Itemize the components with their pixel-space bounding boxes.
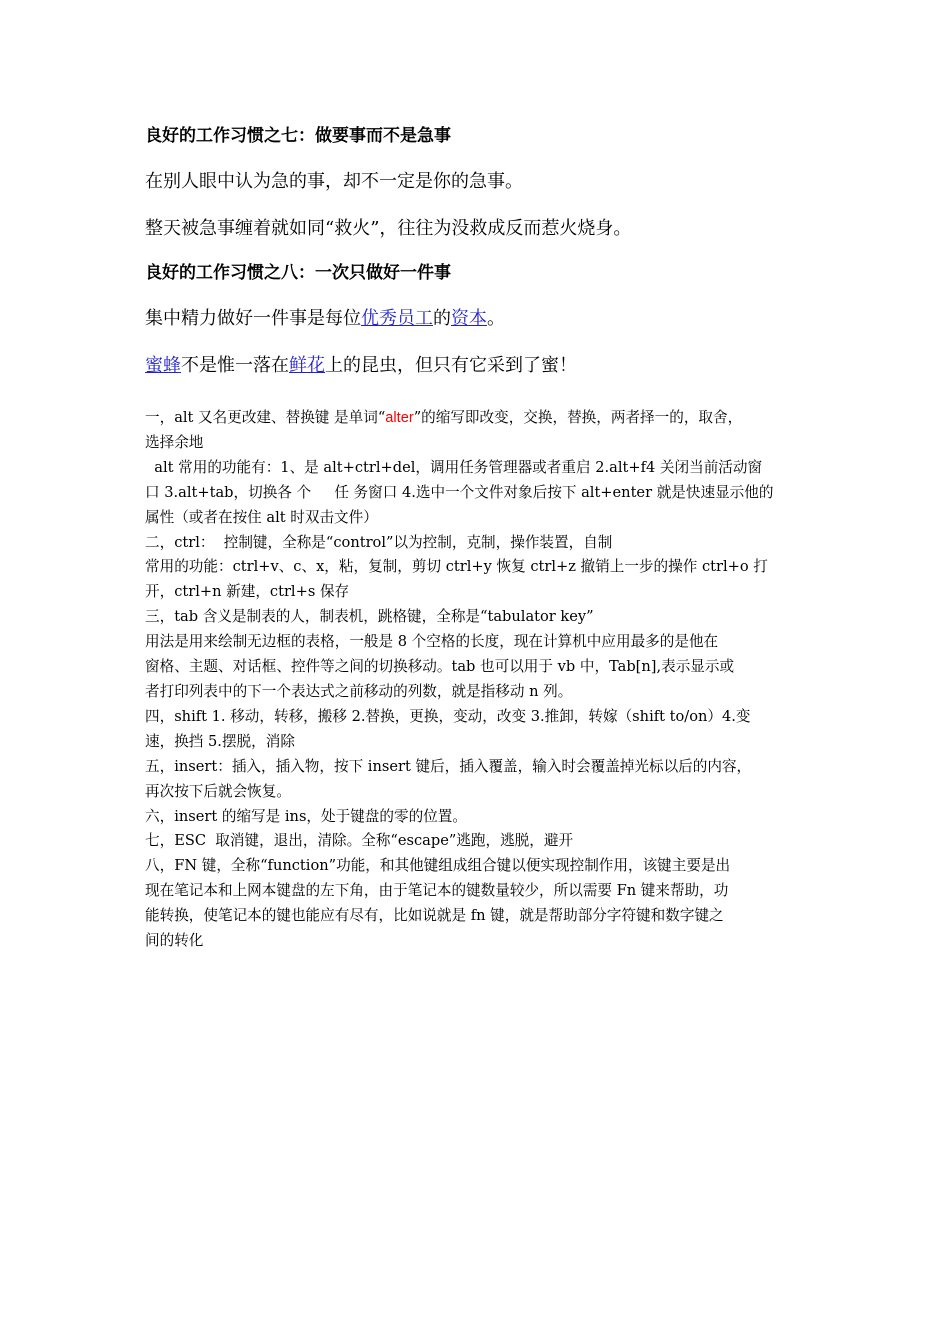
notes-line-10: 用法是用来绘制无边框的表格，一般是 8 个空格的长度，现在计算机中应用最多的是他在: [145, 633, 719, 651]
paragraph-urgent-1: 在别人眼中认为急的事，却不一定是你的急事。: [145, 171, 523, 192]
notes-line-22: 间的转化: [145, 932, 204, 950]
notes-line-20: 现在笔记本和上网本键盘的左下角，由于笔记本的键数量较少，所以需要 Fn 键来帮助，功: [145, 882, 729, 900]
bee-text-mid: 不是惟一落在: [181, 355, 289, 376]
notes-line-19: 八，FN 键，全称“function”功能，和其他键组成组合键以便实现控制作用，该键主要是出: [145, 857, 731, 875]
document-page: [145, 118, 817, 954]
paragraph-urgent-2: 整天被急事缠着就如同“救火”，往往为没救成反而惹火烧身。: [145, 218, 632, 239]
notes-line-12: 者打印列表中的下一个表达式之前移动的列数，就是指移动 n 列。: [145, 682, 573, 700]
notes-line-15: 五，insert：插入，插入物，按下 insert 键后，插入覆盖，输入时会覆盖掉光标以后的内容，: [145, 757, 752, 775]
link-bee[interactable]: 蜜蜂: [145, 355, 181, 376]
alt-text-pre: 一，alt 又名更改建、替换键 是单词“: [145, 409, 386, 426]
bee-text-post: 上的昆虫，但只有它采到了蜜！: [325, 355, 577, 376]
heading-habit-7: 良好的工作习惯之七：做要事而不是急事: [145, 126, 451, 146]
notes-line-8: 开，ctrl+n 新建，ctrl+s 保存: [145, 583, 350, 601]
notes-line-13: 四，shift 1. 移动，转移，搬移 2.替换，更换，变动，改变 3.推卸，转嫁（shift to/on）4.变: [145, 707, 751, 725]
notes-line-5: 属性（或者在按住 alt 时双击文件）: [145, 508, 378, 526]
notes-line-9: 三，tab 含义是制表的人，制表机，跳格键，全称是“tabulator key”: [145, 608, 594, 626]
link-excellent-employee[interactable]: 优秀员工: [361, 308, 433, 329]
focus-text-post: 。: [487, 308, 505, 329]
notes-line-4: 口 3.alt+tab，切换各 个 任 务窗口 4.选中一个文件对象后按下 alt+enter 就是快速显示他的: [145, 483, 774, 501]
alt-text-post: ”的缩写即改变，交换，替换，两者择一的，取舍，: [413, 409, 743, 426]
link-flower[interactable]: 鲜花: [289, 355, 325, 376]
paragraph-focus-2: [145, 353, 817, 379]
focus-text-pre: 集中精力做好一件事是每位: [145, 308, 361, 329]
notes-line-14: 速，换挡 5.摆脱，消除: [145, 732, 295, 750]
keyboard-notes: [145, 406, 817, 954]
link-capital[interactable]: 资本: [451, 308, 487, 329]
notes-line-17: 六，insert 的缩写是 ins，处于键盘的零的位置。: [145, 807, 467, 825]
heading-habit-8: 良好的工作习惯之八：一次只做好一件事: [145, 263, 451, 283]
alter-highlight: alter: [385, 410, 414, 426]
notes-line-2: 选择余地: [145, 433, 204, 451]
focus-text-mid: 的: [433, 308, 451, 329]
paragraph-focus-1: [145, 306, 817, 332]
notes-line-6: 二，ctrl： 控制键，全称是“control”以为控制，克制，操作装置，自制: [145, 533, 613, 551]
notes-line-1: [145, 406, 817, 431]
notes-line-18: 七，ESC 取消键，退出，清除。全称“escape”逃跑，逃脱，避开: [145, 832, 574, 850]
notes-line-11: 窗格、主题、对话框、控件等之间的切换移动。tab 也可以用于 vb 中，Tab[n],表示显示或: [145, 658, 735, 676]
notes-line-21: 能转换，使笔记本的键也能应有尽有，比如说就是 fn 键，就是帮助部分字符键和数字键之: [145, 907, 724, 925]
notes-line-3: alt 常用的功能有：1、是 alt+ctrl+del，调用任务管理器或者重启 2.alt+f4 关闭当前活动窗: [145, 458, 763, 476]
notes-line-16: 再次按下后就会恢复。: [145, 782, 291, 800]
notes-line-7: 常用的功能：ctrl+v、c、x，粘，复制，剪切 ctrl+y 恢复 ctrl+z 撤销上一步的操作 ctrl+o 打: [145, 558, 768, 576]
